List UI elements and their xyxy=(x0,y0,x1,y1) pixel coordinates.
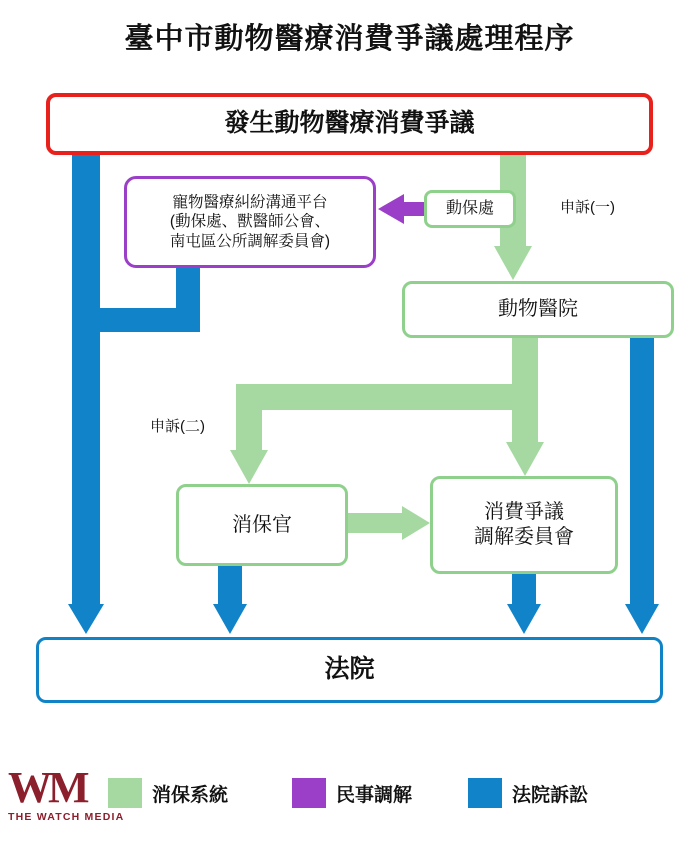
watermark-logo: WM xyxy=(8,763,86,812)
blue-arrow-mediation-to-court xyxy=(507,604,541,634)
blue-arrow-right-to-court xyxy=(625,604,659,634)
watermark-text: THE WATCH MEDIA xyxy=(8,811,125,823)
blue-arrow-officer-to-court xyxy=(213,604,247,634)
blue-line-left-to-court xyxy=(72,308,100,608)
node-mediation-committee[interactable] xyxy=(430,476,618,574)
node-court[interactable] xyxy=(36,637,663,703)
legend-swatch-purple xyxy=(292,778,326,808)
node-platform[interactable] xyxy=(124,176,376,268)
legend-label-court-litigation: 法院訴訟 xyxy=(512,784,589,806)
node-consumer-officer[interactable] xyxy=(176,484,348,566)
edge-label-appeal-2: 申訴(二) xyxy=(150,418,205,435)
green-arrow-officer-to-mediation xyxy=(402,506,430,540)
legend-item-civil-mediation xyxy=(292,778,412,808)
legend-label-civil-mediation: 民事調解 xyxy=(336,784,413,806)
green-line-to-officer xyxy=(236,384,262,454)
watermark xyxy=(8,765,148,837)
page-title: 臺中市動物醫療消費爭議處理程序 xyxy=(124,23,575,55)
node-mediation-line1: 消費爭議 xyxy=(484,501,564,523)
legend-item-court-litigation xyxy=(468,778,588,808)
node-animal-care-label: 動保處 xyxy=(445,200,494,217)
blue-line-right-to-court xyxy=(630,336,654,610)
green-arrow-dispute-to-hospital xyxy=(494,246,532,280)
edge-label-appeal-1: 申訴(一) xyxy=(560,199,615,216)
blue-line-dispute-left xyxy=(72,150,100,330)
node-dispute[interactable] xyxy=(46,93,653,155)
green-line-officer-to-mediation xyxy=(348,513,406,533)
blue-line-platform-stem xyxy=(176,265,200,325)
blue-arrow-left-to-court xyxy=(68,604,104,634)
green-line-to-mediation xyxy=(512,384,538,446)
purple-arrow-animalcare-to-platform xyxy=(378,194,404,224)
node-platform-line2: (動保處、獸醫師公會、 xyxy=(169,213,331,231)
green-line-horizontal-mid xyxy=(236,384,538,410)
node-platform-line3: 南屯區公所調解委員會) xyxy=(169,232,331,250)
node-mediation-line2: 調解委員會 xyxy=(474,526,574,548)
node-animal-care-office[interactable] xyxy=(424,190,516,228)
green-arrow-to-mediation xyxy=(506,442,544,476)
node-platform-line1: 寵物醫療糾紛溝通平台 xyxy=(172,193,328,211)
node-consumer-officer-label: 消保官 xyxy=(232,513,292,536)
legend-label-consumer-system: 消保系統 xyxy=(152,784,229,806)
purple-line-animalcare-to-platform xyxy=(402,202,426,216)
node-animal-hospital[interactable] xyxy=(402,281,674,338)
node-dispute-label: 發生動物醫療消費爭議 xyxy=(224,109,475,138)
legend-swatch-blue xyxy=(468,778,502,808)
green-arrow-to-officer xyxy=(230,450,268,484)
node-animal-hospital-label: 動物醫院 xyxy=(498,298,578,320)
node-court-label: 法院 xyxy=(324,655,375,684)
